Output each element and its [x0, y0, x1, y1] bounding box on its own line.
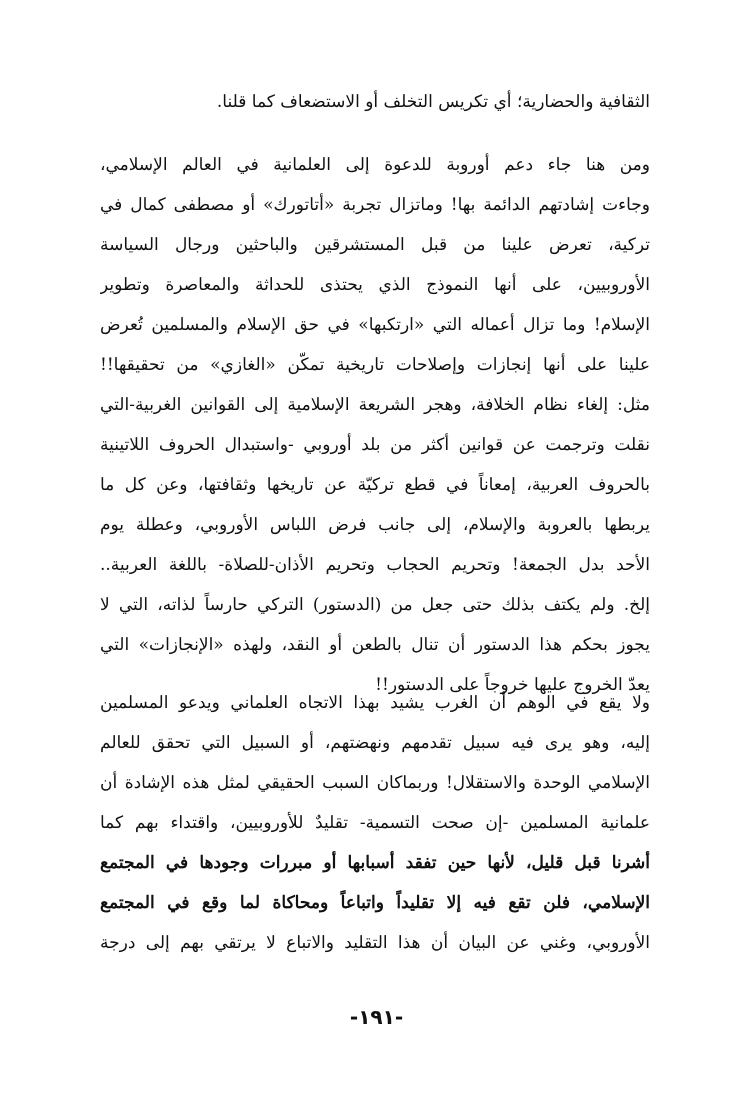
text-line: الإسلام! وما تزال أعماله التي «ارتكبها» في حق الإسلام والمسلمين تُعرض	[100, 315, 650, 335]
text-line: ومن هنا جاء دعم أوروبة للدعوة إلى العلمانية في العالم الإسلامي،	[100, 155, 650, 175]
text-line: الأوروبيين، على أنها النموذج الذي يحتذى للحداثة والمعاصرة وتطوير	[100, 275, 650, 295]
text-line: يربطها بالعروبة والإسلام، إلى جانب فرض اللباس الأوروبي، وعطلة يوم	[100, 515, 650, 535]
text-line: ولا يقع في الوهم أن الغرب يشيد بهذا الاتجاه العلماني ويدعو المسلمين	[100, 693, 650, 713]
text-line: بالحروف العربية، إمعاناً في قطع تركيّة عن تاريخها وثقافتها، وعن كل ما	[100, 475, 650, 495]
page-number: -١٩١-	[349, 1005, 404, 1029]
text-line: نقلت وترجمت عن قوانين أكثر من بلد أوروبي -واستبدال الحروف اللاتينية	[100, 435, 650, 455]
text-line: الأوروبي، وغني عن البيان أن هذا التقليد والاتباع لا يرتقي بهم إلى درجة	[100, 933, 650, 953]
text-line: يعدّ الخروج عليها خروجاً على الدستور!!	[375, 675, 650, 695]
text-line: إليه، وهو يرى فيه سبيل تقدمهم ونهضتهم، أو السبيل التي تحقق للعالم	[100, 733, 650, 753]
paragraph-western-praise	[100, 683, 650, 963]
text-line: وجاءت إشادتهم الدائمة بها! وماتزال تجربة «أتاتورك» أو مصطفى كمال في	[100, 195, 650, 215]
text-line: إلخ. ولم يكتف بذلك حتى جعل من (الدستور) التركي حارساً لذاته، التي لا	[100, 595, 650, 615]
text-line: تركية، تعرض علينا من قبل المستشرقين والباحثين ورجال السياسة	[100, 235, 650, 255]
paragraph-continuation	[100, 82, 650, 122]
text-line: الإسلامي، فلن تقع فيه إلا تقليداً واتباعاً ومحاكاة لما وقع في المجتمع	[100, 893, 650, 913]
text-line: مثل: إلغاء نظام الخلافة، وهجر الشريعة الإسلامية إلى القوانين الغربية-التي	[100, 395, 650, 415]
text-line: أشرنا قبل قليل، لأنها حين تفقد أسبابها أو مبررات وجودها في المجتمع	[100, 853, 650, 873]
text-line: الإسلامي الوحدة والاستقلال! وربماكان السبب الحقيقي لمثل هذه الإشادة أن	[100, 773, 650, 793]
text-line: علينا على أنها إنجازات وإصلاحات تاريخية تمكّن «الغازي» من تحقيقها!!	[100, 355, 650, 375]
text-line: يجوز بحكم هذا الدستور أن تنال بالطعن أو النقد، ولهذه «الإنجازات» التي	[100, 635, 650, 655]
text-line: علمانية المسلمين -إن صحت التسمية- تقليدٌ للأوروبيين، واقتداء بهم كما	[100, 813, 650, 833]
text-line: الأحد بدل الجمعة! وتحريم الحجاب وتحريم الأذان-للصلاة- باللغة العربية..	[100, 555, 650, 575]
paragraph-ataturk	[100, 145, 650, 705]
text-line: الثقافية والحضارية؛ أي تكريس التخلف أو الاستضعاف كما قلنا.	[216, 92, 650, 112]
